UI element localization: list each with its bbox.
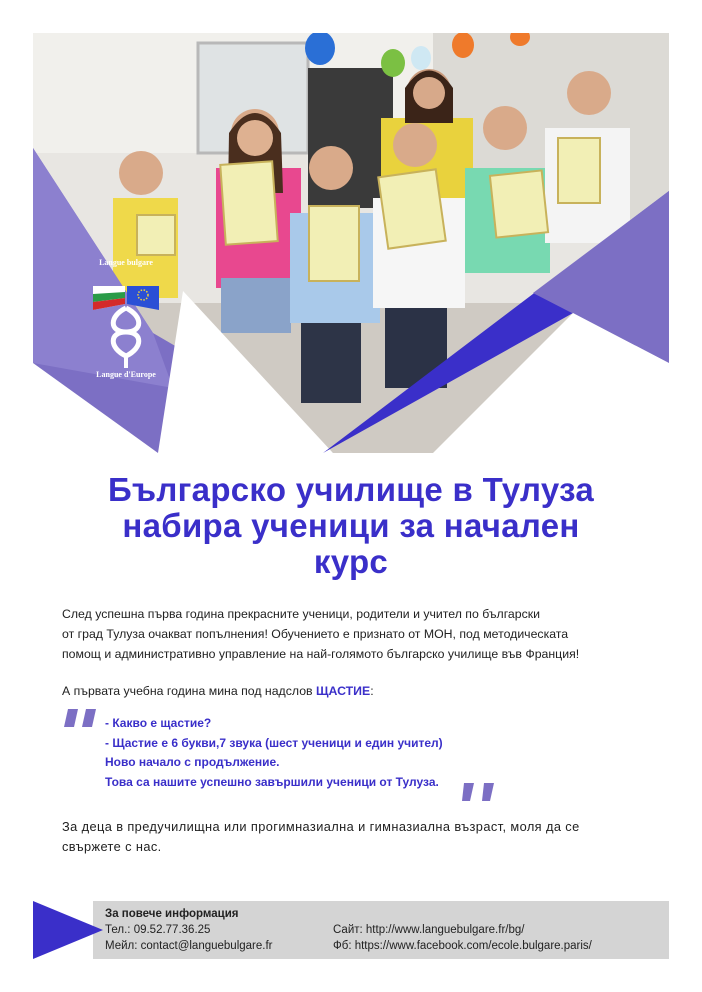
footer-info: [33, 901, 669, 959]
intro-line: След успешна първа година прекрасните ученици, родители и учител по български: [62, 607, 541, 621]
logo-bottom-text: Langue d'Europe: [96, 370, 156, 379]
langue-bulgare-logo: [81, 258, 171, 388]
intro-paragraph: [62, 604, 672, 664]
happiness-quote: [105, 714, 443, 792]
quote-line: Ново начало с продължение.: [105, 755, 280, 769]
headline-line: курс: [313, 543, 389, 580]
contact-invitation-line: За деца в предучилищна или прогимназиална и гимназиална възраст, моля да се: [62, 819, 580, 834]
intro-line: помощ и административно управление на най-голямото българско училище във Франция!: [62, 647, 580, 661]
classroom-photo: [33, 33, 669, 453]
footer-facebook-link[interactable]: Фб: https://www.facebook.com/ecole.bulgare.paris/: [333, 940, 592, 952]
motto-suffix: :: [370, 684, 374, 698]
flags-emblem-icon: [81, 258, 171, 388]
motto-line: [62, 683, 374, 699]
open-quote-icon: [64, 707, 100, 729]
footer-email[interactable]: Мейл: contact@languebulgare.fr: [105, 940, 273, 952]
headline: [40, 472, 662, 580]
quote-line: - Какво е щастие?: [105, 716, 212, 730]
close-quote-icon: [460, 781, 500, 803]
logo-top-text: Langue bulgare: [99, 258, 153, 267]
intro-line: от град Тулуза очакват попълнения! Обучението е признато от МОН, под методическата: [62, 627, 569, 641]
quote-line: - Щастие е 6 букви,7 звука (шест ученици и един учител): [105, 735, 443, 750]
contact-invitation: [62, 817, 580, 857]
footer-website-link[interactable]: Сайт: http://www.languebulgare.fr/bg/: [333, 924, 525, 936]
motto-prefix: А първата учебна година мина под надслов: [62, 684, 316, 698]
quote-line: Това са нашите успешно завършили ученици от Тулуза.: [105, 774, 439, 789]
hero-photo-banner: [33, 33, 669, 453]
motto-word: ЩАСТИЕ: [315, 684, 371, 698]
footer-phone: Тел.: 09.52.77.36.25: [105, 924, 211, 936]
contact-invitation-line: свържете с нас.: [62, 839, 162, 854]
headline-line: Българско училище в Тулуза: [107, 471, 594, 508]
footer-title: За повече информация: [105, 908, 239, 920]
headline-line: набира ученици за начален: [122, 507, 580, 544]
footer-triangle-icon: [33, 901, 105, 959]
